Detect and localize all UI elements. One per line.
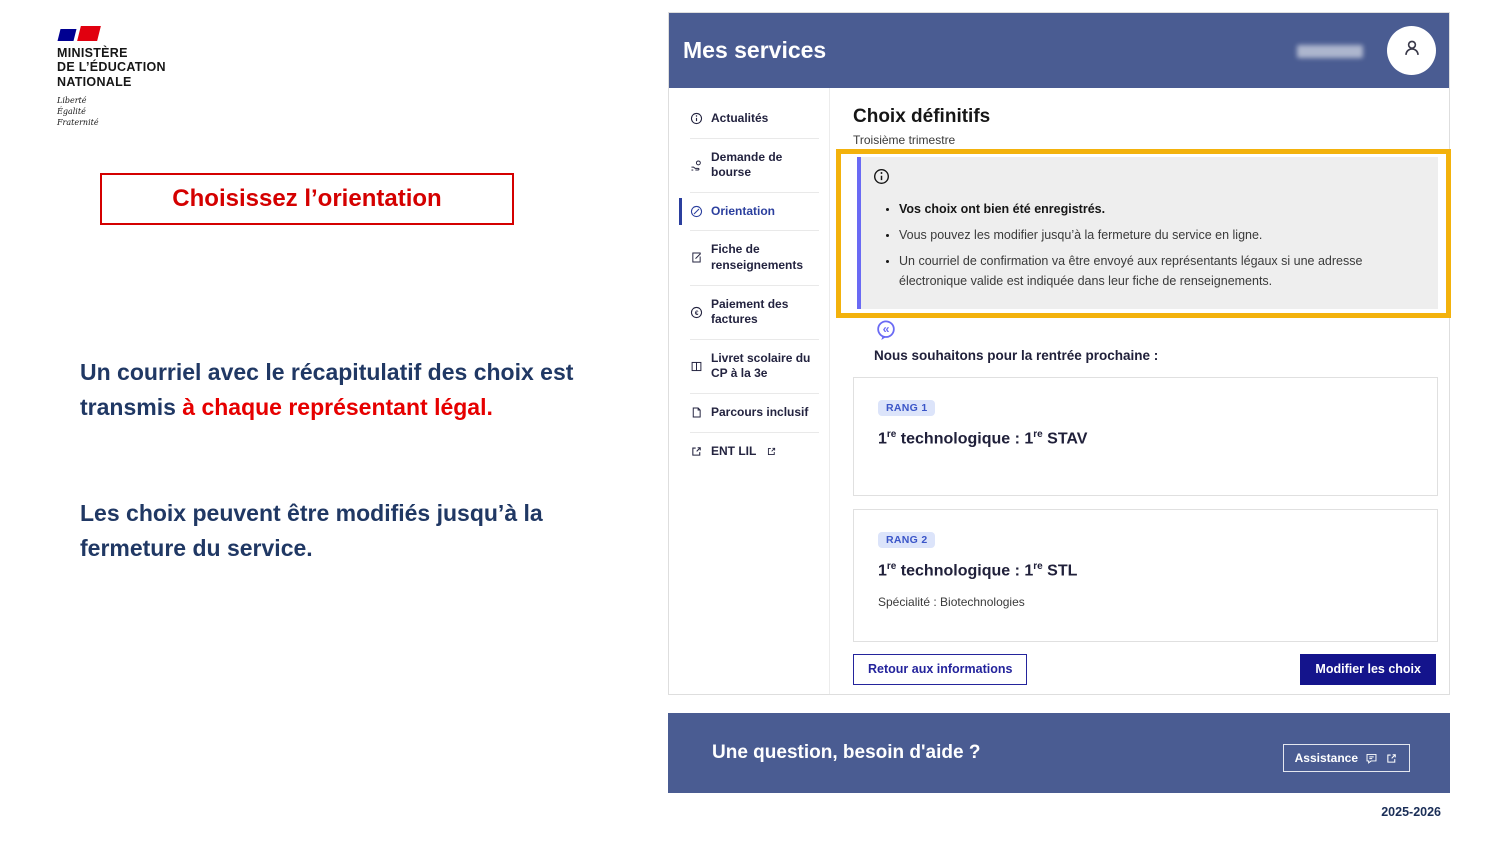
compass-icon <box>690 205 703 218</box>
wishes-prompt: Nous souhaitons pour la rentrée prochaine : <box>874 348 1159 363</box>
page-subtitle: Troisième trimestre <box>853 133 956 147</box>
app-title: Mes services <box>683 37 827 63</box>
info-circle-icon <box>873 172 890 189</box>
sidebar-item-label: Paiement des factures <box>711 296 789 327</box>
ministry-name: MINISTÈRE DE L’ÉDUCATION NATIONALE <box>57 46 166 89</box>
external-link-icon <box>766 446 777 457</box>
svg-text:«: « <box>882 322 890 337</box>
sidebar-item-label: ENT LIL <box>711 443 757 458</box>
inclusive-icon <box>690 406 703 419</box>
book-icon <box>690 360 703 373</box>
sidebar-item-demande-de-bourse[interactable] <box>690 139 819 193</box>
ministry-logo <box>57 26 257 128</box>
payment-icon <box>690 306 703 319</box>
french-flag-icon <box>59 26 257 41</box>
assistance-label: Assistance <box>1294 751 1358 765</box>
app-header <box>669 13 1449 88</box>
sidebar-item-label: Livret scolaire du CP à la 3e <box>711 350 811 381</box>
notice-bullet: • Un courriel de confirmation va être envoyé aux représentants légaux si une adresse électronique valide est indiquée dans leur fiche de renseignements. <box>899 251 1420 291</box>
assistance-button[interactable] <box>1283 744 1410 772</box>
form-icon <box>690 251 703 264</box>
ministry-motto: Liberté Égalité Fraternité <box>57 95 99 128</box>
help-question: Une question, besoin d'aide ? <box>712 742 981 763</box>
choice-card-rank1 <box>853 377 1438 496</box>
sidebar-item-paiement-des-factures[interactable] <box>690 286 819 340</box>
choice-card-rank2 <box>853 509 1438 642</box>
modify-choices-button[interactable]: Modifier les choix <box>1300 654 1436 685</box>
person-icon <box>1402 38 1422 63</box>
page-title: Choix définitifs <box>853 106 991 127</box>
sidebar-item-parcours-inclusif[interactable] <box>690 394 819 433</box>
external-link-icon <box>690 445 703 458</box>
notice-bullet-list <box>873 199 1420 291</box>
back-to-informations-button[interactable]: Retour aux informations <box>853 654 1027 685</box>
sidebar-item-ent-lil[interactable] <box>690 433 819 471</box>
annotation-email-red: à chaque représentant légal. <box>182 393 493 420</box>
info-icon <box>690 112 703 125</box>
sidebar-item-label: Orientation <box>711 203 776 218</box>
sidebar-item-label: Fiche de renseignements <box>711 242 804 272</box>
sidebar-item-label: Parcours inclusif <box>711 404 809 419</box>
choice-title: 1re technologique : 1re STAV <box>878 429 1088 448</box>
sidebar-item-fiche-de-renseignements[interactable] <box>690 231 819 285</box>
external-link-icon <box>1385 752 1398 765</box>
sidebar-item-label: Demande de bourse <box>711 149 783 180</box>
sidebar-item-label: Actualités <box>711 111 769 125</box>
quote-bubble-icon <box>875 319 897 346</box>
help-footer <box>668 713 1450 793</box>
sidebar-item-livret-scolaire[interactable] <box>690 340 819 394</box>
rank-badge: RANG 1 <box>878 400 935 416</box>
notice-bullet: • Vous pouvez les modifier jusqu’à la fermeture du service en ligne. <box>899 225 1420 245</box>
chat-icon <box>1365 752 1378 765</box>
sidebar-item-orientation[interactable] <box>690 193 819 232</box>
confirmation-notice <box>857 157 1438 309</box>
choice-title: 1re technologique : 1re STL <box>878 561 1078 580</box>
annotation-modifiable: Les choix peuvent être modifiés jusqu’à la fermeture du service. <box>80 500 543 561</box>
school-year: 2025-2026 <box>1381 805 1441 819</box>
callout-box <box>100 173 514 225</box>
main-content <box>830 88 1449 694</box>
notice-bullet: • Vos choix ont bien été enregistrés. <box>899 199 1420 219</box>
app-panel <box>668 12 1450 695</box>
svg-text:€: € <box>694 309 699 317</box>
callout-text: Choisissez l’orientation <box>172 185 442 212</box>
sidebar-nav <box>669 88 830 694</box>
sidebar-item-actualites[interactable] <box>690 100 819 139</box>
rank-badge: RANG 2 <box>878 532 935 548</box>
user-avatar[interactable] <box>1387 26 1436 75</box>
user-name-redacted <box>1297 45 1363 58</box>
annotation-email: Un courriel avec le récapitulatif des choix est transmis à chaque représentant légal. <box>80 359 574 420</box>
choice-specialty: Spécialité : Biotechnologies <box>878 595 1025 610</box>
grant-icon <box>690 159 703 172</box>
